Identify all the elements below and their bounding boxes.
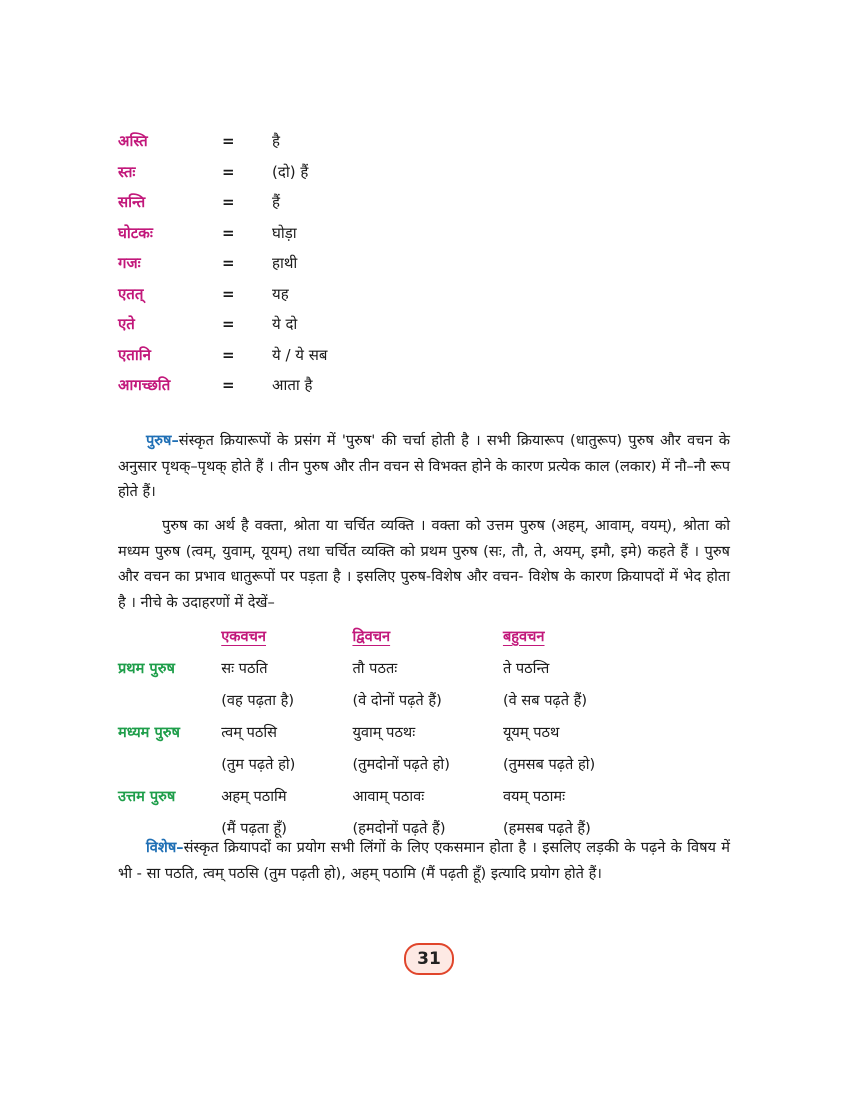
page-number: 31: [404, 943, 454, 975]
verb-form: सः पठति: [221, 660, 268, 677]
vocab-word: घोटकः: [118, 223, 153, 242]
verb-form: युवाम् पठथः: [352, 724, 416, 741]
purush-paragraph: [118, 428, 730, 505]
vocab-word: एते: [118, 315, 135, 334]
vishesh-paragraph: [118, 835, 730, 886]
verb-form: ते पठन्ति: [502, 660, 550, 677]
column-header: द्विवचन: [352, 628, 391, 645]
verb-form: अहम् पठामि: [221, 788, 287, 805]
verb-meaning: (मैं पढ़ता हूँ): [221, 820, 287, 837]
vocab-row: [118, 218, 538, 249]
vocab-word: आगच्छति: [118, 376, 171, 395]
paragraph-text: संस्कृत क्रियारूपों के प्रसंग में 'पुरुष' की चर्चा होती है । सभी क्रियारूप (धातुरूप) पुरुष और वचन के अनुसार पृथक्–पृथक् होते हैं । तीन पुरुष और तीन वचन से विभक्त होने के कारण प्रत्येक काल (लकार) में नौ–नौ रूप होते हैं।: [118, 432, 730, 500]
vocab-row: [118, 279, 538, 310]
table-header-row: [118, 620, 638, 652]
vocab-meaning: ये दो: [272, 315, 298, 334]
vocab-word: एतत्: [118, 284, 144, 303]
vocab-meaning: यह: [272, 284, 289, 303]
equals-sign: =: [222, 132, 235, 151]
verb-form: तौ पठतः: [352, 660, 398, 677]
vocab-meaning: हाथी: [272, 254, 298, 273]
column-header: एकवचन: [221, 628, 266, 645]
vocab-meaning: आता है: [272, 376, 313, 395]
vocab-word: गजः: [118, 254, 141, 273]
equals-sign: =: [222, 376, 235, 395]
vocab-meaning: घोड़ा: [272, 223, 297, 242]
vocab-row: [118, 340, 538, 371]
row-label: मध्यम पुरुष: [118, 724, 180, 741]
paragraph-heading: पुरुष–: [146, 432, 179, 449]
verb-meaning: (तुम पढ़ते हो): [221, 756, 296, 773]
equals-sign: =: [222, 254, 235, 273]
verb-form: यूयम् पठथ: [502, 724, 560, 741]
equals-sign: =: [222, 162, 235, 181]
vocab-row: [118, 309, 538, 340]
equals-sign: =: [222, 223, 235, 242]
verb-meaning: (वह पढ़ता है): [221, 692, 295, 709]
verb-meaning: (हमसब पढ़ते हैं): [502, 820, 591, 837]
verb-meaning: (हमदोनों पढ़ते हैं): [352, 820, 446, 837]
vocab-row: [118, 126, 538, 157]
vocab-meaning: हैं: [272, 193, 280, 212]
vocab-meaning: (दो) हैं: [272, 162, 309, 181]
column-header: बहुवचन: [502, 628, 545, 645]
table-row: [118, 716, 638, 748]
paragraph-heading: विशेष–: [146, 839, 184, 856]
vocab-word: सन्ति: [118, 193, 146, 212]
table-row: [118, 652, 638, 684]
conjugation-table: [118, 620, 638, 844]
verb-form: वयम् पठामः: [502, 788, 566, 805]
purush-meaning-paragraph: [118, 513, 730, 615]
vocab-row: [118, 157, 538, 188]
row-label: उत्तम पुरुष: [118, 788, 176, 805]
vocab-meaning: ये / ये सब: [272, 345, 328, 364]
verb-form: त्वम् पठसि: [221, 724, 277, 741]
paragraph-text: पुरुष का अर्थ है वक्ता, श्रोता या चर्चित व्यक्ति । वक्ता को उत्तम पुरुष (अहम्, आवाम्, वयम्), श्रोता को मध्यम पुरुष (त्वम्, युवाम्, यूयम्) तथा चर्चित व्यक्ति को प्रथम पुरुष (सः, तौ, ते, अयम्, इमौ, इमे) कहते हैं । पुरुष और वचन का प्रभाव धातुरूपों पर पड़ता है । इसलिए पुरुष-विशेष और वचन- विशेष के कारण क्रियापदों में भेद होता है । नीचे के उदाहरणों में देखें–: [118, 517, 730, 611]
paragraph-text: संस्कृत क्रियापदों का प्रयोग सभी लिंगों के लिए एकसमान होता है । इसलिए लड़की के पढ़ने के विषय में भी - सा पठति, त्वम् पठसि (तुम पढ़ती हो), अहम् पठामि (मैं पढ़ती हूँ) इत्यादि प्रयोग होते हैं।: [118, 839, 730, 882]
verb-form: आवाम् पठावः: [352, 788, 425, 805]
equals-sign: =: [222, 284, 235, 303]
verb-meaning: (वे सब पढ़ते हैं): [502, 692, 588, 709]
vocab-row: [118, 370, 538, 401]
vocab-word: अस्ति: [118, 132, 148, 151]
table-row: [118, 684, 638, 716]
table-row: [118, 780, 638, 812]
vocab-row: [118, 187, 538, 218]
verb-meaning: (तुमसब पढ़ते हो): [502, 756, 596, 773]
table-row: [118, 748, 638, 780]
verb-meaning: (तुमदोनों पढ़ते हो): [352, 756, 450, 773]
verb-meaning: (वे दोनों पढ़ते हैं): [352, 692, 442, 709]
vocab-meaning: है: [272, 132, 280, 151]
row-label: प्रथम पुरुष: [118, 660, 175, 677]
vocab-word: एतानि: [118, 345, 151, 364]
vocabulary-list: [118, 126, 538, 401]
equals-sign: =: [222, 193, 235, 212]
vocab-row: [118, 248, 538, 279]
vocab-word: स्तः: [118, 162, 136, 181]
equals-sign: =: [222, 315, 235, 334]
equals-sign: =: [222, 345, 235, 364]
